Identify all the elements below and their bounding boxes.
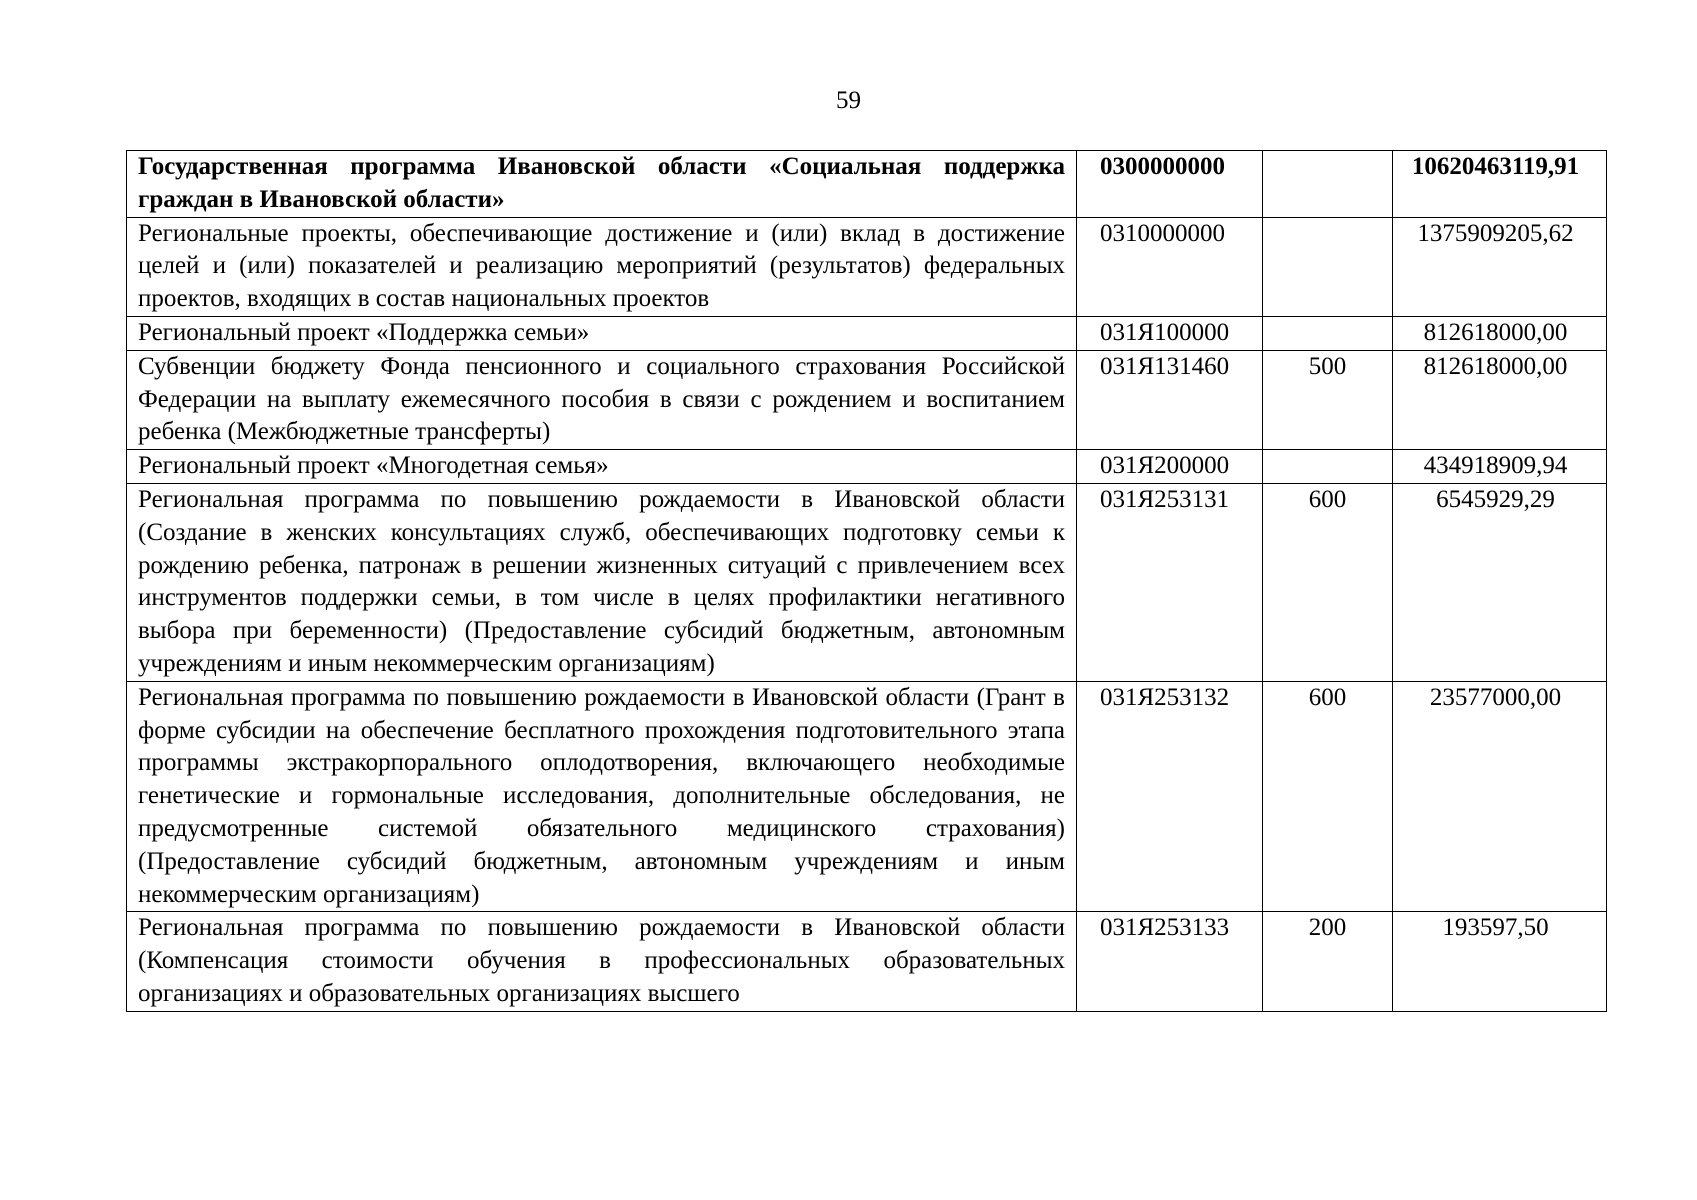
row-sum: 23577000,00: [1393, 681, 1607, 912]
row-expense-type: 500: [1263, 350, 1393, 449]
row-name: Региональный проект «Многодетная семья»: [127, 450, 1077, 484]
row-sum: 1375909205,62: [1393, 217, 1607, 316]
row-expense-type: [1263, 151, 1393, 218]
row-name: Региональная программа по повышению рождаемости в Ивановской области (Грант в форме субсидии на обеспечение бесплатного прохождения подготовительного этапа программы экстракорпорального оплодотворения, включающего необходимые генетические и гормональные исследования, дополнительные обследования, не предусмотренные системой обязательного медицинского страхования) (Предоставление субсидий бюджетным, автономным учреждениям и иным некоммерческим организациям): [127, 681, 1077, 912]
row-sum: 193597,50: [1393, 912, 1607, 1011]
table-row: [127, 350, 1607, 449]
row-sum: 812618000,00: [1393, 350, 1607, 449]
row-name: Государственная программа Ивановской области «Социальная поддержка граждан в Ивановской области»: [127, 151, 1077, 218]
row-code: 0300000000: [1077, 151, 1263, 218]
table-row: [127, 316, 1607, 350]
row-sum: 6545929,29: [1393, 483, 1607, 681]
row-sum: 812618000,00: [1393, 316, 1607, 350]
row-code: 031Я253132: [1077, 681, 1263, 912]
table-row: [127, 912, 1607, 1011]
row-expense-type: [1263, 450, 1393, 484]
row-name: Субвенции бюджету Фонда пенсионного и социального страхования Российской Федерации на выплату ежемесячного пособия в связи с рождением и воспитанием ребенка (Межбюджетные трансферты): [127, 350, 1077, 449]
row-code: 031Я253131: [1077, 483, 1263, 681]
row-expense-type: [1263, 217, 1393, 316]
budget-table: [126, 150, 1607, 1012]
table-row: [127, 217, 1607, 316]
row-expense-type: [1263, 316, 1393, 350]
page-number: 59: [836, 87, 861, 114]
table-row: [127, 450, 1607, 484]
table-row: [127, 151, 1607, 218]
table-row: [127, 681, 1607, 912]
row-name: Региональная программа по повышению рождаемости в Ивановской области (Создание в женских консультациях служб, обеспечивающих подготовку семьи к рождению ребенка, патронаж в решении жизненных ситуаций с привлечением всех инструментов поддержки семьи, в том числе в целях профилактики негативного выбора при беременности) (Предоставление субсидий бюджетным, автономным учреждениям и иным некоммерческим организациям): [127, 483, 1077, 681]
row-sum: 10620463119,91: [1393, 151, 1607, 218]
row-code: 0310000000: [1077, 217, 1263, 316]
row-name: Региональные проекты, обеспечивающие достижение и (или) вклад в достижение целей и (или) показателей и реализацию мероприятий (результатов) федеральных проектов, входящих в состав национальных проектов: [127, 217, 1077, 316]
row-sum: 434918909,94: [1393, 450, 1607, 484]
row-expense-type: 200: [1263, 912, 1393, 1011]
row-code: 031Я100000: [1077, 316, 1263, 350]
row-name: Региональная программа по повышению рождаемости в Ивановской области (Компенсация стоимости обучения в профессиональных образовательных организациях и образовательных организациях высшего: [127, 912, 1077, 1011]
row-code: 031Я200000: [1077, 450, 1263, 484]
row-expense-type: 600: [1263, 483, 1393, 681]
row-code: 031Я253133: [1077, 912, 1263, 1011]
row-expense-type: 600: [1263, 681, 1393, 912]
row-code: 031Я131460: [1077, 350, 1263, 449]
row-name: Региональный проект «Поддержка семьи»: [127, 316, 1077, 350]
table-row: [127, 483, 1607, 681]
